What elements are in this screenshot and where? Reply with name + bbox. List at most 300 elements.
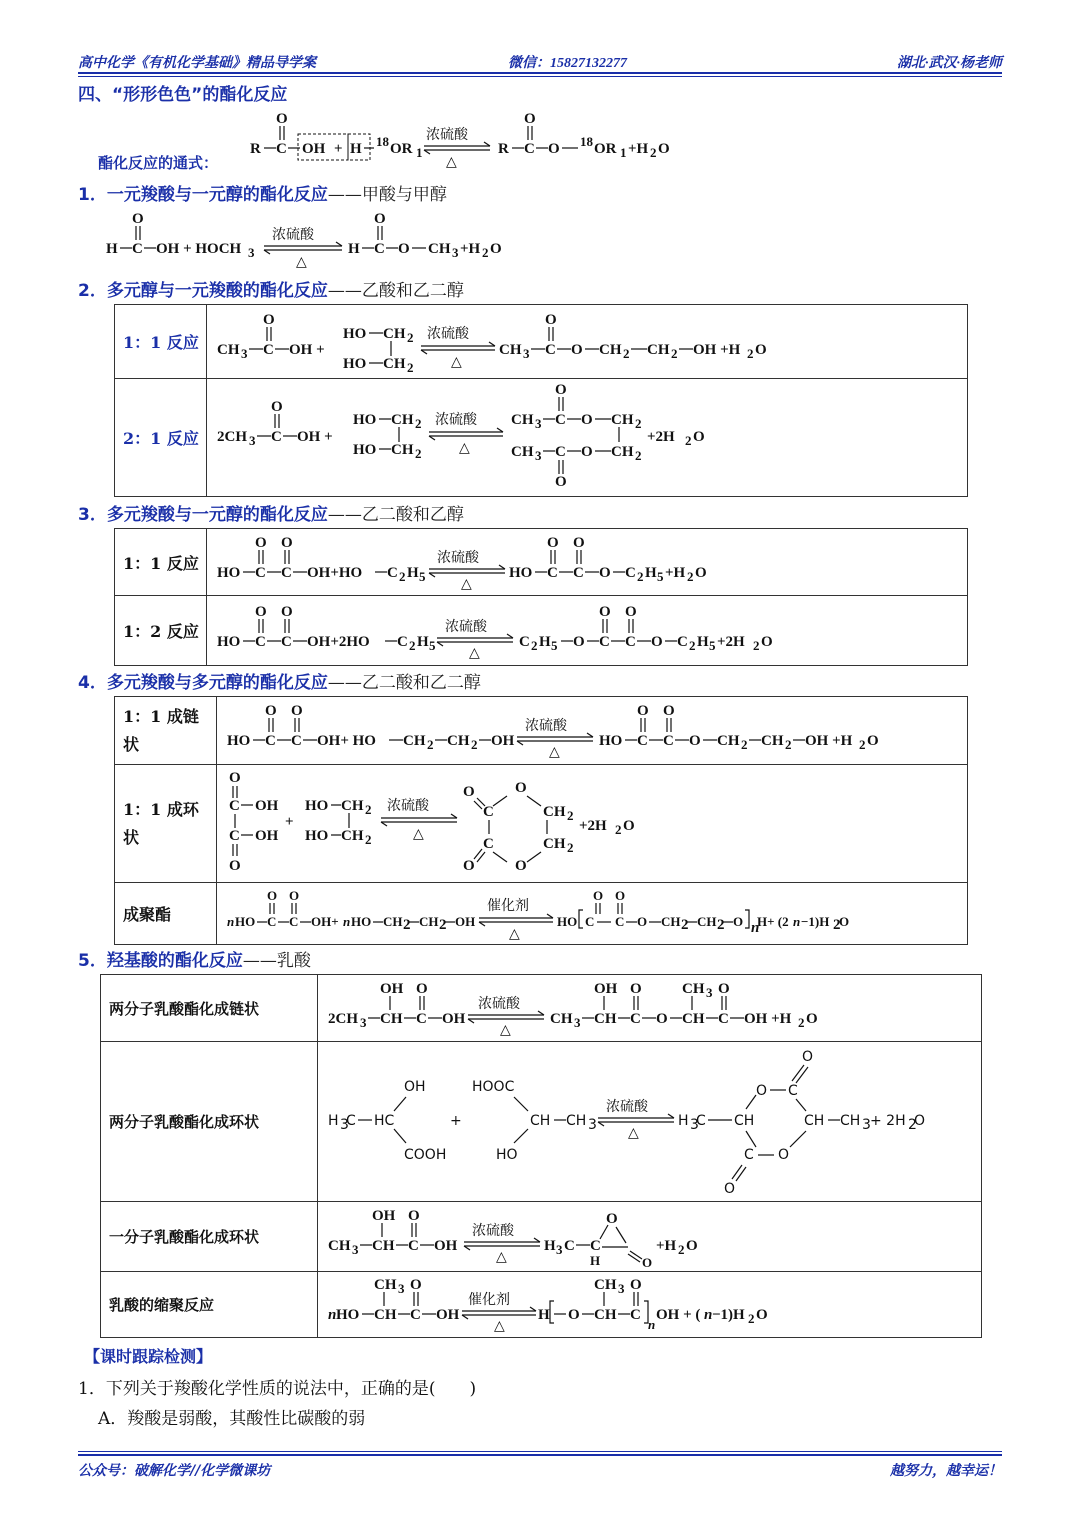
svg-text:O: O (778, 1146, 790, 1163)
svg-text:C: C (263, 341, 274, 358)
svg-text:浓硫酸: 浓硫酸 (272, 227, 314, 243)
svg-text:C: C (397, 633, 408, 650)
svg-text:2: 2 (415, 445, 422, 461)
svg-text:OH +: OH + (289, 341, 325, 358)
svg-text:5: 5 (429, 637, 436, 653)
svg-text:n: n (227, 913, 235, 929)
table-4-row-1-label: 1：1 成链状 (115, 697, 217, 765)
svg-text:2: 2 (427, 736, 434, 752)
svg-text:△: △ (461, 575, 472, 592)
svg-text:O: O (555, 473, 567, 490)
svg-text:O: O (755, 341, 767, 358)
svg-text:C: C (281, 564, 292, 581)
svg-text:OH: OH (455, 913, 476, 929)
svg-text:HO: HO (217, 564, 241, 581)
svg-text:3: 3 (249, 432, 256, 448)
header-title: 高中化学《有机化学基础》精品导学案 (78, 56, 316, 71)
footer-left: 公众号：破解化学//化学微课坊 (78, 1463, 271, 1479)
svg-text:3: 3 (360, 1014, 367, 1030)
svg-text:C: C (483, 803, 494, 820)
svg-text:C: C (524, 141, 535, 157)
svg-text:OH +H: OH +H (744, 1010, 792, 1027)
svg-text:OH: OH (380, 980, 404, 997)
svg-text:C: C (585, 913, 595, 929)
svg-text:O: O (545, 311, 557, 328)
svg-text:O: O (524, 111, 536, 127)
svg-text:HO: HO (227, 732, 251, 749)
svg-text:C: C (677, 633, 688, 650)
table-2 (114, 304, 968, 497)
svg-text:O: O (255, 603, 267, 620)
svg-text:5: 5 (551, 637, 558, 653)
svg-text:O: O (802, 1048, 814, 1065)
table-5-row-1-label: 两分子乳酸酯化成链状 (101, 975, 318, 1042)
svg-text:H: H (544, 1237, 556, 1254)
svg-text:HO: HO (509, 564, 533, 581)
svg-text:O: O (581, 443, 593, 460)
svg-text:O: O (515, 857, 527, 874)
svg-text:3: 3 (248, 245, 255, 260)
svg-text:C: C (267, 913, 277, 929)
svg-text:O: O (515, 779, 527, 796)
svg-text:O: O (606, 1210, 618, 1227)
svg-text:2CH: 2CH (328, 1010, 358, 1027)
svg-text:OH: OH (491, 732, 515, 749)
svg-text:C: C (637, 732, 648, 749)
svg-text:O: O (463, 783, 475, 800)
section-2-heading: 2．多元醇与一元羧酸的酯化反应——乙酸和乙二醇 (78, 281, 464, 301)
question-1: 1．下列关于羧酸化学性质的说法中，正确的是( ) (78, 1379, 477, 1399)
svg-text:H: H (697, 633, 709, 650)
header-wechat: 微信：15827132277 (508, 56, 627, 71)
svg-text:OH: OH (255, 827, 279, 844)
svg-text:CH: CH (594, 1306, 617, 1323)
svg-text:OH: OH (255, 797, 279, 814)
svg-text:2: 2 (407, 359, 414, 375)
svg-text:O: O (593, 887, 604, 903)
svg-text:O: O (289, 887, 300, 903)
svg-text:CH: CH (511, 443, 534, 460)
svg-text:CH: CH (566, 1112, 587, 1129)
svg-text:2: 2 (365, 801, 372, 817)
svg-text:O: O (623, 817, 635, 834)
table-3-row-1-label: 1：1 反应 (115, 529, 207, 596)
svg-text:H: H (106, 241, 118, 257)
svg-text:O: O (630, 980, 642, 997)
svg-text:O: O (630, 1276, 642, 1293)
svg-text:C: C (547, 564, 558, 581)
svg-text:浓硫酸: 浓硫酸 (606, 1098, 648, 1115)
svg-text:C: C (590, 1237, 601, 1254)
svg-text:R: R (498, 141, 509, 157)
svg-text:C: C (630, 1010, 641, 1027)
svg-text:3: 3 (690, 1116, 699, 1133)
svg-text:CH: CH (682, 1010, 705, 1027)
svg-text:1: 1 (416, 145, 423, 160)
svg-text:O: O (599, 603, 611, 620)
svg-text:n: n (648, 1316, 656, 1332)
svg-text:C: C (718, 1010, 729, 1027)
svg-text:2: 2 (748, 1310, 755, 1326)
section-1-equation (100, 206, 520, 270)
svg-text:HO: HO (217, 633, 241, 650)
svg-text:C: C (625, 633, 636, 650)
svg-text:C: C (271, 428, 282, 445)
svg-text:C: C (573, 564, 584, 581)
svg-text:3: 3 (352, 1241, 359, 1257)
svg-text:2: 2 (531, 637, 538, 653)
svg-text:CH: CH (341, 827, 364, 844)
general-equation (240, 106, 680, 170)
svg-text:5: 5 (657, 568, 664, 584)
svg-text:C: C (255, 633, 266, 650)
svg-text:CH: CH (341, 797, 364, 814)
svg-text:OH: OH (372, 1207, 396, 1224)
footer-rule-thin (78, 1451, 1002, 1452)
table-5 (100, 974, 982, 1338)
svg-text:CH: CH (328, 1237, 351, 1254)
svg-text:O: O (267, 887, 278, 903)
svg-text:CH: CH (380, 1010, 403, 1027)
svg-text:2: 2 (482, 245, 489, 260)
svg-text:OH: OH (404, 1078, 426, 1095)
svg-text:△: △ (296, 254, 307, 270)
svg-text:H: H (678, 1112, 689, 1129)
svg-text:O: O (756, 1306, 768, 1323)
svg-text:H: H (538, 1306, 550, 1323)
svg-text:CH: CH (661, 913, 681, 929)
svg-text:H: H (348, 241, 360, 257)
svg-text:O: O (229, 769, 241, 786)
page-footer (78, 1456, 1002, 1479)
table-5-row-4-equation (318, 1272, 982, 1338)
svg-text:1: 1 (620, 145, 627, 160)
table-3-row-2-label: 1：2 反应 (115, 596, 207, 666)
svg-text:2: 2 (678, 1241, 685, 1257)
svg-text:+2H: +2H (717, 633, 745, 650)
svg-text:OH: OH (594, 980, 618, 997)
svg-text:CH: CH (447, 732, 470, 749)
svg-text:H: H (328, 1112, 339, 1129)
table-2-row-2-equation (207, 379, 968, 497)
svg-text:18: 18 (376, 134, 389, 149)
svg-text:H: H (645, 564, 657, 581)
svg-text:2: 2 (685, 432, 692, 448)
svg-text:n: n (343, 913, 351, 929)
svg-text:n: n (704, 1306, 713, 1323)
table-2-row-2-label: 2：1 反应 (115, 379, 207, 497)
svg-text:O: O (229, 857, 241, 874)
svg-text:CH: CH (543, 803, 566, 820)
svg-text:CH: CH (217, 341, 240, 358)
table-3-row-2-equation (207, 596, 968, 666)
svg-text:5: 5 (419, 568, 426, 584)
svg-text:O: O (281, 603, 293, 620)
svg-text:OH+HO: OH+HO (307, 564, 363, 581)
svg-text:C: C (625, 564, 636, 581)
svg-text:C: C (519, 633, 530, 650)
general-label: 酯化反应的通式： (98, 154, 219, 172)
svg-text:OH+2HO: OH+2HO (307, 633, 370, 650)
svg-text:n: n (793, 913, 801, 929)
svg-text:O: O (642, 1254, 653, 1270)
svg-text:COOH: COOH (404, 1146, 447, 1163)
svg-text:O: O (410, 1276, 422, 1293)
svg-text:O: O (615, 887, 626, 903)
header-rule (78, 72, 1002, 74)
section-title: 四、“形形色色”的酯化反应 (78, 85, 288, 105)
svg-text:O: O (581, 411, 593, 428)
svg-text:O: O (686, 1237, 698, 1254)
svg-text:2: 2 (365, 831, 372, 847)
section-5-heading: 5．羟基酸的酯化反应——乳酸 (78, 951, 311, 971)
svg-text:CH: CH (611, 443, 634, 460)
svg-text:3: 3 (706, 984, 713, 1000)
svg-text:CH: CH (428, 241, 451, 257)
svg-text:C: C (289, 913, 299, 929)
table-5-row-4-label: 乳酸的缩聚反应 (101, 1272, 318, 1338)
table-4-row-1-equation (217, 697, 968, 765)
svg-text:CH: CH (383, 355, 406, 372)
svg-text:O: O (806, 1010, 818, 1027)
svg-text:O: O (733, 913, 744, 929)
svg-text:O: O (761, 633, 773, 650)
svg-text:CH: CH (599, 341, 622, 358)
svg-text:CH: CH (530, 1112, 551, 1129)
svg-text:3: 3 (398, 1280, 405, 1296)
svg-text:HO: HO (353, 411, 377, 428)
svg-text:+H: +H (628, 141, 649, 157)
svg-text:OH + HOCH: OH + HOCH (156, 241, 242, 257)
svg-text:2: 2 (567, 807, 574, 823)
svg-text:O: O (839, 913, 850, 929)
svg-text:18: 18 (580, 134, 593, 149)
svg-text:C: C (229, 797, 240, 814)
svg-text:HO: HO (351, 913, 372, 929)
svg-text:O: O (265, 702, 277, 719)
svg-text:HO: HO (336, 1306, 360, 1323)
table-5-row-2-equation (318, 1042, 982, 1202)
svg-text:△: △ (459, 439, 470, 456)
svg-text:浓硫酸: 浓硫酸 (478, 995, 520, 1012)
svg-text:催化剂: 催化剂 (468, 1291, 510, 1308)
svg-text:2: 2 (687, 568, 694, 584)
svg-text:HO: HO (496, 1146, 518, 1163)
svg-text:3: 3 (588, 1116, 597, 1133)
svg-text:CH: CH (372, 1237, 395, 1254)
svg-text:CH: CH (511, 411, 534, 428)
svg-text:3: 3 (618, 1280, 625, 1296)
general-catalyst: 浓硫酸 (426, 127, 468, 143)
table-2-row-1-label: 1：1 反应 (115, 305, 207, 379)
table-4-row-2-equation (217, 765, 968, 883)
svg-text:HO: HO (235, 913, 256, 929)
svg-text:浓硫酸: 浓硫酸 (435, 411, 477, 428)
svg-text:浓硫酸: 浓硫酸 (445, 618, 487, 635)
svg-text:OH: OH (442, 1010, 466, 1027)
svg-text:O: O (656, 1010, 668, 1027)
svg-text:O: O (637, 913, 648, 929)
svg-text:2: 2 (399, 568, 406, 584)
svg-text:O: O (689, 732, 701, 749)
section-4-heading: 4．多元羧酸与多元醇的酯化反应——乙二酸和乙二醇 (78, 673, 481, 693)
svg-text:2: 2 (747, 345, 754, 361)
svg-text:3: 3 (556, 1241, 563, 1257)
svg-text:+H: +H (460, 241, 481, 257)
svg-text:O: O (291, 702, 303, 719)
svg-text:C: C (132, 241, 143, 257)
svg-text:浓硫酸: 浓硫酸 (427, 325, 469, 342)
svg-text:C: C (265, 732, 276, 749)
svg-text:O: O (724, 1180, 736, 1197)
svg-text:O: O (416, 980, 428, 997)
svg-text:CH: CH (734, 1112, 755, 1129)
svg-text:O: O (599, 564, 611, 581)
svg-text:3: 3 (452, 245, 459, 260)
svg-text:CH: CH (499, 341, 522, 358)
svg-text:OH: OH (436, 1306, 460, 1323)
svg-text:3: 3 (241, 345, 248, 361)
svg-text:C: C (663, 732, 674, 749)
svg-text:O: O (490, 241, 502, 257)
table-3-row-1-equation (207, 529, 968, 596)
svg-text:△: △ (494, 1317, 505, 1334)
svg-text:HO: HO (343, 355, 367, 372)
question-1-option-a: A．羧酸是弱酸，其酸性比碳酸的弱 (98, 1409, 366, 1429)
svg-text:浓硫酸: 浓硫酸 (472, 1222, 514, 1239)
svg-text:O: O (374, 211, 386, 227)
svg-text:O: O (693, 428, 705, 445)
svg-text:O: O (271, 398, 283, 415)
svg-text:2: 2 (635, 447, 642, 463)
table-2-row-1-equation (207, 305, 968, 379)
svg-text:△: △ (500, 1021, 511, 1038)
svg-text:2: 2 (717, 916, 725, 933)
svg-text:C: C (564, 1237, 575, 1254)
svg-text:HO: HO (353, 441, 377, 458)
svg-text:C: C (291, 732, 302, 749)
table-5-row-3-equation (318, 1202, 982, 1272)
table-5-row-1-equation (318, 975, 982, 1042)
svg-text:CH: CH (761, 732, 784, 749)
svg-text:OH: OH (302, 141, 326, 157)
svg-text:H: H (417, 633, 429, 650)
svg-text:H: H (539, 633, 551, 650)
svg-text:O: O (398, 241, 410, 257)
svg-text:O: O (663, 702, 675, 719)
svg-text:2: 2 (833, 916, 841, 933)
svg-text:△: △ (451, 353, 462, 370)
svg-text:n: n (328, 1306, 337, 1323)
svg-text:C: C (696, 1112, 706, 1129)
svg-text:O: O (547, 534, 559, 551)
svg-text:CH: CH (419, 913, 439, 929)
svg-text:3: 3 (574, 1014, 581, 1030)
svg-text:△: △ (509, 925, 520, 942)
header-author: 湖北·武汉·杨老师 (897, 56, 1002, 71)
practice-heading: 【课时跟踪检测】 (84, 1347, 213, 1366)
svg-text:3: 3 (523, 345, 530, 361)
svg-text:+: + (450, 1112, 462, 1129)
svg-text:2: 2 (671, 345, 678, 361)
svg-text:O: O (658, 141, 670, 157)
svg-text:+H: +H (656, 1237, 677, 1254)
svg-text:2: 2 (623, 345, 630, 361)
svg-text:浓硫酸: 浓硫酸 (525, 717, 567, 734)
svg-text:2: 2 (615, 821, 622, 837)
svg-text:CH: CH (374, 1306, 397, 1323)
svg-text:2: 2 (637, 568, 644, 584)
svg-text:O: O (568, 1306, 580, 1323)
svg-text:−1)H: −1)H (712, 1306, 745, 1323)
page-header (78, 52, 1002, 74)
svg-text:O: O (867, 732, 879, 749)
svg-text:△: △ (469, 644, 480, 661)
svg-text:C: C (276, 141, 287, 157)
svg-text:CH: CH (611, 411, 634, 428)
svg-text:O: O (573, 534, 585, 551)
svg-text:2: 2 (650, 145, 657, 160)
svg-text:3: 3 (535, 447, 542, 463)
svg-text:C: C (483, 835, 494, 852)
svg-text:CH: CH (383, 325, 406, 342)
svg-text:2: 2 (415, 415, 422, 431)
svg-text:O: O (255, 534, 267, 551)
svg-text:OH +H: OH +H (693, 341, 741, 358)
svg-text:O: O (914, 1112, 926, 1129)
svg-text:H: H (407, 564, 419, 581)
svg-text:CH: CH (550, 1010, 573, 1027)
svg-text:CH: CH (594, 1010, 617, 1027)
svg-text:C: C (788, 1082, 798, 1099)
svg-text:H: H (590, 1252, 601, 1268)
svg-text:HO: HO (343, 325, 367, 342)
svg-text:2: 2 (635, 415, 642, 431)
svg-text:HO: HO (599, 732, 623, 749)
svg-text:2: 2 (785, 736, 792, 752)
svg-text:OR: OR (594, 141, 617, 157)
svg-text:3: 3 (535, 415, 542, 431)
svg-text:2: 2 (859, 736, 866, 752)
svg-text:+2H: +2H (647, 428, 675, 445)
svg-text:+: + (334, 141, 343, 157)
svg-text:C: C (281, 633, 292, 650)
svg-text:C: C (599, 633, 610, 650)
svg-text:HO: HO (305, 797, 329, 814)
svg-text:O: O (463, 857, 475, 874)
svg-text:△: △ (446, 154, 457, 170)
svg-text:HO: HO (557, 913, 578, 929)
svg-text:C: C (374, 241, 385, 257)
svg-text:2: 2 (409, 637, 416, 653)
svg-text:C: C (615, 913, 625, 929)
section-3-heading: 3．多元羧酸与一元醇的酯化反应——乙二酸和乙醇 (78, 505, 464, 525)
svg-text:C: C (744, 1146, 754, 1163)
svg-text:n: n (751, 919, 760, 936)
svg-text:OR: OR (390, 141, 413, 157)
svg-text:O: O (637, 702, 649, 719)
svg-text:CH: CH (383, 913, 403, 929)
svg-text:O: O (695, 564, 707, 581)
svg-text:CH: CH (804, 1112, 825, 1129)
svg-text:CH: CH (594, 1276, 617, 1293)
svg-text:HOOC: HOOC (472, 1078, 515, 1095)
svg-text:OH+: OH+ (311, 913, 339, 929)
svg-text:CH: CH (717, 732, 740, 749)
svg-text:CH: CH (647, 341, 670, 358)
svg-text:R: R (250, 141, 261, 157)
svg-text:C: C (408, 1237, 419, 1254)
